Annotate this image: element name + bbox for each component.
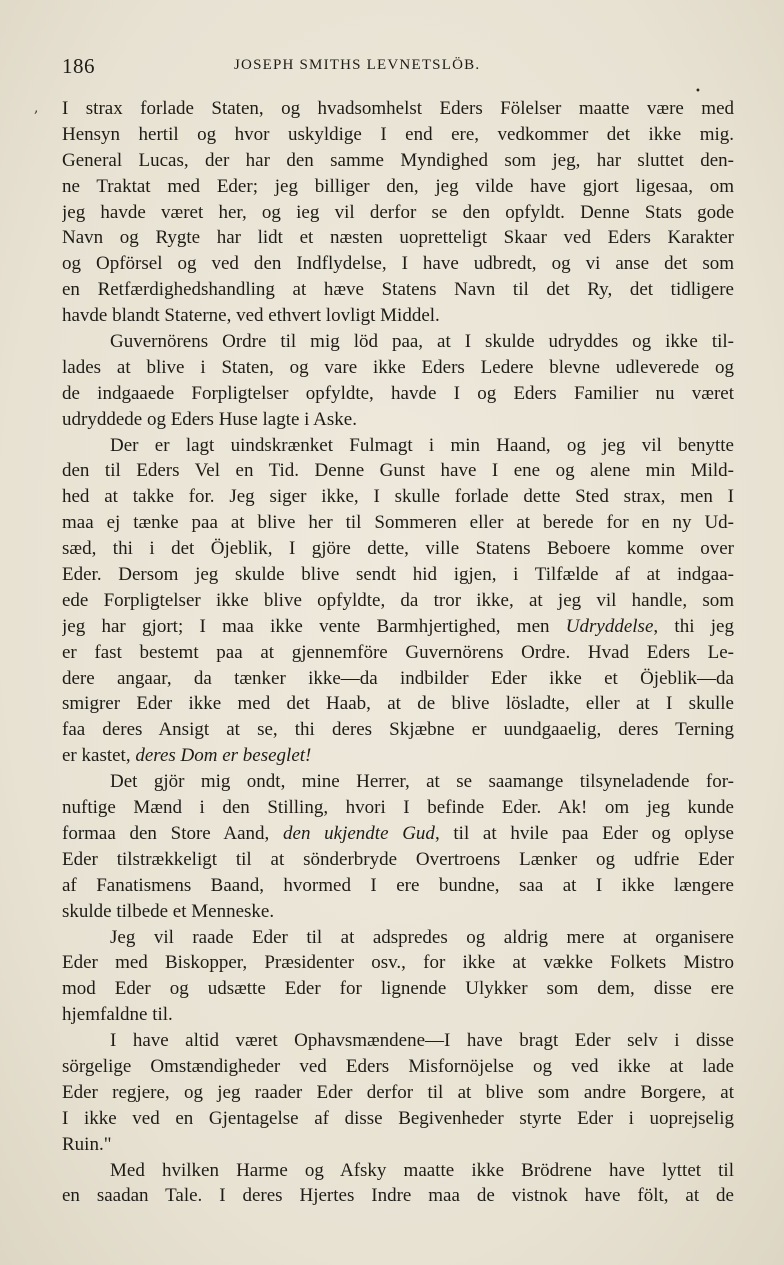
text-line: jeg havde været her, og ieg vil derfor se den opfyldt. Denne Stats gode [62,201,734,223]
text-line: jeg har gjort; I maa ikke vente Barmhjertighed, men Udryddelse, thi jeg [62,615,734,637]
text-line: en Retfærdighedshandling at hæve Statens Navn til det Ry, det tidligere [62,279,734,301]
text-line: Guvernörens Ordre til mig löd paa, at I skulde udryddes og ikke til- [110,331,734,353]
text-line: Navn og Rygte har lidt et næsten uopretteligt Skaar ved Eders Karakter [62,227,734,249]
text-line: skulde tilbede et Menneske. [62,900,275,922]
text-line: ede Forpligtelser ikke blive opfyldte, da tror ikke, at jeg vil handle, som [62,589,734,611]
text-line: I ikke ved en Gjentagelse af disse Begivenheder styrte Eder i uoprejselig [62,1107,734,1129]
text-line: hjemfaldne til. [62,1004,173,1026]
text-line: er kastet, deres Dom er beseglet! [62,745,312,767]
text-line: de indgaaede Forpligtelser opfyldte, havde I og Eders Familier nu været [62,382,734,404]
text-line: formaa den Store Aand, den ukjendte Gud, til at hvile paa Eder og oplyse [62,822,734,844]
text-line: af Fanatismens Baand, hvormed I ere bundne, saa at I ikke længere [62,874,734,896]
margin-mark: , [34,100,39,116]
text-line: Eder. Dersom jeg skulde blive sendt hid igjen, i Tilfælde af at indgaa- [62,564,734,586]
text-line: smigrer Eder ikke med det Haab, at de blive lösladte, eller at I skulle [62,693,734,715]
running-title: JOSEPH SMITHS LEVNETSLÖB. [234,57,481,73]
text-line: og Opförsel og ved den Indflydelse, I have udbredt, og vi anse det som [62,253,734,275]
text-line: er fast bestemt paa at gjennemföre Guvernörens Ordre. Hvad Eders Le- [62,641,734,663]
text-line: nuftige Mænd i den Stilling, hvori I befinde Eder. Ak! om jeg kunde [62,797,734,819]
text-line: General Lucas, der har den samme Myndighed som jeg, har sluttet den- [62,149,734,171]
text-line: dere angaar, da tænker ikke—da indbilder Eder ikke et Öjeblik—da [62,667,734,689]
body-text [62,96,734,1209]
text-line: Hensyn hertil og hvor uskyldige I end ere, vedkommer det ikke mig. [62,123,734,145]
page-number: 186 [62,54,95,78]
text-line: Eder regjere, og jeg raader Eder derfor til at blive som andre Borgere, at [62,1081,734,1103]
text-line: udryddede og Eders Huse lagte i Aske. [62,408,357,430]
text-line: faa deres Ansigt at se, thi deres Skjæbne er uundgaaelig, deres Terning [62,719,734,741]
text-line: Det gjör mig ondt, mine Herrer, at se saamange tilsyneladende for- [110,771,734,793]
text-line: maa ej tænke paa at blive her til Sommeren eller at berede for en ny Ud- [62,512,734,534]
text-line: Eder tilstrækkeligt til at sönderbryde Overtroens Lænker og udfrie Eder [62,848,734,870]
text-line: Jeg vil raade Eder til at adspredes og aldrig mere at organisere [110,926,734,948]
text-line: havde blandt Staterne, ved ethvert lovligt Middel. [62,305,440,327]
text-line: Der er lagt uindskrænket Fulmagt i min Haand, og jeg vil benytte [110,434,734,456]
text-line: sörgelige Omstændigheder ved Eders Misfornöjelse og ved ikke at lade [62,1055,734,1077]
text-line: lades at blive i Staten, og vare ikke Eders Ledere blevne udleverede og [62,356,734,378]
text-line: I have altid været Ophavsmændene—I have bragt Eder selv i disse [110,1030,734,1052]
text-line: I strax forlade Staten, og hvadsomhelst Eders Fölelser maatte være med [62,98,734,119]
text-line: sæd, thi i det Öjeblik, I gjöre dette, ville Statens Beboere komme over [62,538,734,560]
text-line: mod Eder og udsætte Eder for lignende Ulykker som dem, disse ere [62,978,734,1000]
text-line: ne Traktat med Eder; jeg billiger den, jeg vilde have gjort ligesaa, om [62,175,734,197]
text-line: hed at takke for. Jeg siger ikke, I skulle forlade dette Sted strax, men I [62,486,734,508]
text-line: den til Eders Vel en Tid. Denne Gunst have I ene og alene min Mild- [62,460,734,482]
page-header [62,54,734,84]
text-line: en saadan Tale. I deres Hjertes Indre maa de vistnok have fölt, at de [62,1185,734,1207]
text-line: Med hvilken Harme og Afsky maatte ikke Brödrene have lyttet til [110,1159,734,1181]
margin-dot: • [695,86,701,97]
text-line: Ruin." [62,1133,112,1155]
text-line: Eder med Biskopper, Præsidenter osv., for ikke at vække Folkets Mistro [62,952,734,974]
